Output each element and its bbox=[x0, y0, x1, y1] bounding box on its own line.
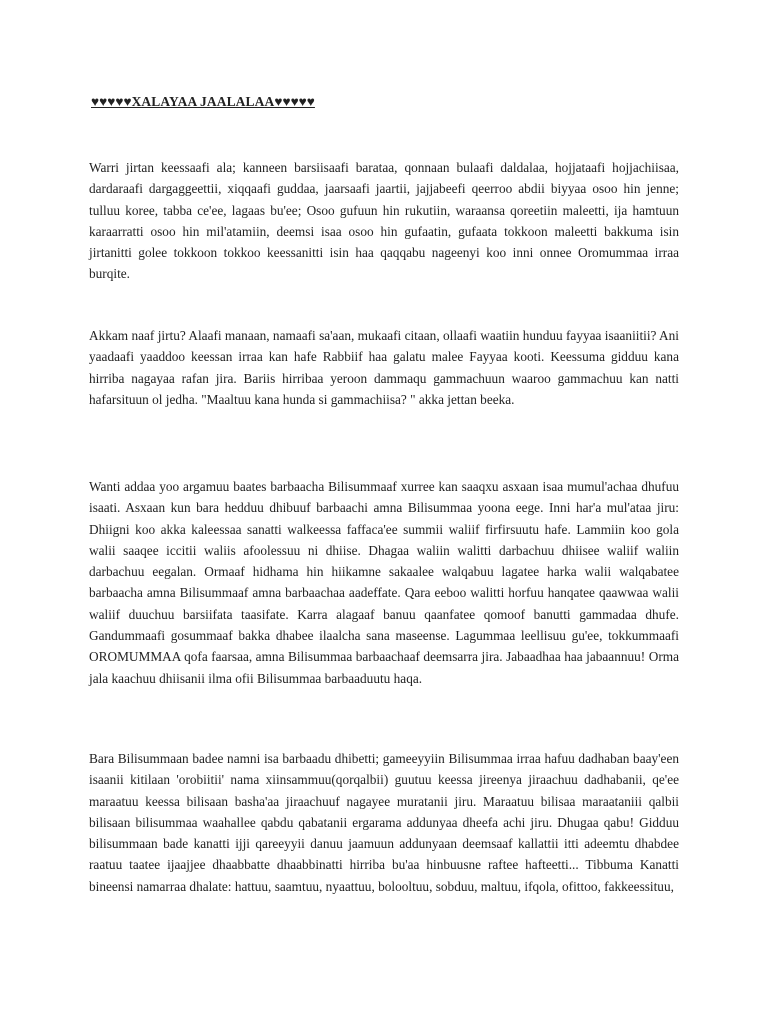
paragraph-2: Akkam naaf jirtu? Alaafi manaan, namaafi sa'aan, mukaafi citaan, ollaafi waatiin hunduu fayyaa isaaniitii? Ani yaadaafi yaaddoo keessan irraa kan hafe Rabbiif haa galatu malee Fayyaa kooti. Keessuma gidduu kana hirriba nagayaa rafan jira. Bariis hirribaa yeroon dammaqu gammachuun waaroo gammachuu kan natti hafarsituun ol jedha. "Maaltuu kana hunda si gammachiisa? " akka jettan beeka. bbox=[89, 328, 679, 407]
paragraph-4: Bara Bilisummaan badee namni isa barbaadu dhibetti; gameeyyiin Bilisummaa irraa hafuu dadhaban baay'een isaanii kitilaan 'orobiitii' nama xiinsammuu(qorqalbii) guutuu keessa jireenya jiraachuu dadhabanii, qe'ee maraatuu keessa bilisaan basha'aa jiraachuuf nagayee muratanii jiru. Maraatuu bilisaa maraataniii qalbii bilisaan bilisummaa waahallee qabdu qabatanii ergarama addunyaa dheefa achi jiru. Dhugaa qabu! Gidduu bilisummaan bade kanatti ijji qareeyyii danuu jaamuun addunyaan deemsaaf kallattii itti adeemtu dhabdee raatuu taatee ijaajjee dhaabbatte dhaabbinatti hirriba bu'aa hinbuusne raftee hafteetti... Tibbuma Kanatti bineensi namarraa dhalate: hattuu, saamtuu, nyaattuu, bolooltuu, sobduu, maltuu, ifqola, ofittoo, fakkeessituu, bbox=[89, 751, 679, 894]
paragraph-3: Wanti addaa yoo argamuu baates barbaacha Bilisummaaf xurree kan saaqxu asxaan isaa mumul'achaa dhufuu isaati. Asxaan kun bara hedduu dhibuuf barbaachi amna Bilisummaa yoona eege. Inni har'a mul'ataa jiru: Dhiigni koo akka kaleessaa sanatti walkeessa faffaca'ee summii waliif firfirsuutu hafe. Lammiin koo gola walii saaqee iccitii waliis afoolessuu ni dhiise. Dhagaa waliin walitti darbachuu dhiisee waliif waliin darbachuu eegalan. Ormaaf hidhama hin hiikamne sakaalee walqabuu lagatee harka walii walqabatee barbaacha amna Bilisummaaf amna barbaachaa aadeffate. Qara eeboo walitti horfuu hanqatee qaawwaa walii waliif duuchuu barsiifata taasifate. Karra alagaaf banuu qaanfatee qomoof banutti gammadaa dhufe. Gandummaafi gosummaaf bakka dhabee ilaalcha sana maseense. Lagummaa leellisuu gu'ee, tokkummaafi OROMUMMAA qofa faarsaa, amna Bilisummaa barbaachaaf deemsarra jira. Jabaadhaa haa jabaannuu! Orma jala kaachuu dhiisanii ilma ofii Bilisummaa barbaaduutu haqa. bbox=[89, 479, 679, 686]
document-title: ♥♥♥♥♥XALAYAA JAALALAA♥♥♥♥♥ bbox=[91, 94, 315, 109]
paragraph-1: Warri jirtan keessaafi ala; kanneen barsiisaafi barataa, qonnaan bulaafi daldalaa, hojjataafi hojjachiisaa, dardaraafi dargaggeettii, xiqqaafi guddaa, jaarsaafi jaartii, jajjabeefi qeerroo abdii biyyaa osoo hin jenne; tulluu koree, tabba ce'ee, lagaas bu'ee; Osoo gufuun hin rukutiin, waraansa qoreetiin maleetti, ija hamtuun karaarratti osoo hin mil'atamiin, deemsi isaa osoo hin gufaatin, gufaata tokkoon maleetti bakkuma isin jirtanitti golee tokkoon tokkoo keessanitti isin haa qaqqabu nageenyi koo inni onnee Oromummaa irraa burqite. bbox=[89, 160, 679, 282]
